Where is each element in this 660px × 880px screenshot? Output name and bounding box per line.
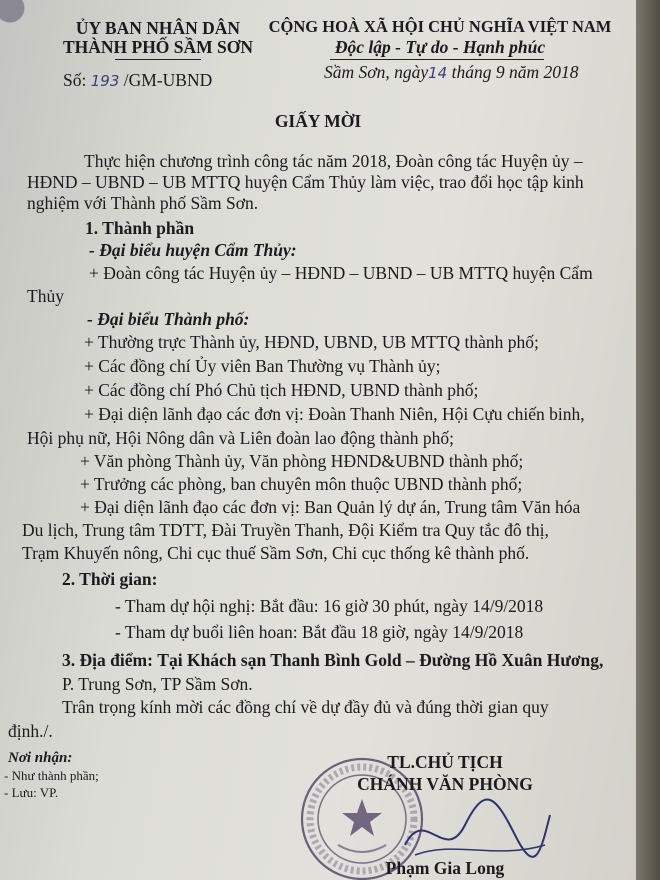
group1-title: - Đại biểu huyện Cẩm Thủy:: [89, 240, 297, 260]
nation-line1: CỘNG HOÀ XÃ HỘI CHỦ NGHĨA VIỆT NAM: [268, 17, 612, 36]
date-day-handwritten: 14: [428, 64, 448, 82]
group2-item: + Các đồng chí Phó Chủ tịch HĐND, UBND thành phố;: [84, 380, 479, 400]
org-name-line2: THÀNH PHỐ SẦM SƠN: [62, 37, 254, 57]
group1-item: + Đoàn công tác Huyện ủy – HĐND – UBND – UB MTTQ huyện Cẩm: [89, 263, 593, 283]
emblem-icon: [0, 0, 38, 30]
recipient-item: - Lưu: VP.: [4, 785, 59, 800]
recipients-title: Nơi nhận:: [8, 750, 73, 766]
group2-item: + Đại diện lãnh đạo các đơn vị: Đoàn Thanh Niên, Hội Cựu chiến binh,: [84, 404, 585, 424]
group2-title: - Đại biểu Thành phố:: [87, 309, 250, 329]
signer-name: Phạm Gia Long: [385, 858, 505, 878]
section2-item: - Tham dự buổi liên hoan: Bắt đầu 18 giờ, ngày 14/9/2018: [115, 622, 524, 642]
intro-line: nghiệm với Thành phố Sầm Sơn.: [27, 193, 259, 213]
ref-number-handwritten: 193: [90, 72, 120, 90]
group2-item: Du lịch, Trung tâm TDTT, Đài Truyền Thanh, Đội Kiểm tra Quy tắc đô thị,: [22, 520, 549, 540]
section3-line1: [62, 650, 603, 670]
signature-title: CHÁNH VĂN PHÒNG: [357, 774, 533, 794]
group1-item: Thủy: [27, 286, 64, 306]
group2-item: + Các đồng chí Ủy viên Ban Thường vụ Thành ủy;: [84, 356, 441, 376]
nation-motto: Độc lập - Tự do - Hạnh phúc: [334, 37, 546, 57]
section2-item: - Tham dự hội nghị: Bắt đầu: 16 giờ 30 phút, ngày 14/9/2018: [115, 596, 544, 616]
document-title: GIẤY MỜI: [274, 111, 362, 131]
motto-underline: [330, 59, 544, 60]
recipient-item: - Như thành phần;: [4, 768, 99, 783]
group2-item: + Đại diện lãnh đạo các đơn vị: Ban Quản lý dự án, Trung tâm Văn hóa: [80, 497, 581, 517]
group2-item: + Thường trực Thành ủy, HĐND, UBND, UB MTTQ thành phố;: [84, 332, 539, 352]
ref-prefix: Số:: [63, 70, 87, 90]
group2-item: + Văn phòng Thành ủy, Văn phòng HĐND&UBND thành phố;: [80, 451, 524, 471]
section3-line2: P. Trung Sơn, TP Sầm Sơn.: [62, 674, 253, 694]
ref-suffix: /GM-UBND: [123, 70, 213, 90]
date-prefix: Sầm Sơn, ngày: [324, 62, 429, 82]
date-line: [324, 62, 578, 83]
section2-heading: 2. Thời gian:: [62, 569, 158, 589]
section1-heading: 1. Thành phần: [85, 218, 195, 238]
closing-line: định./.: [8, 721, 53, 741]
intro-line: HĐND – UBND – UB MTTQ huyện Cẩm Thủy làm việc, trao đổi học tập kinh: [27, 172, 584, 192]
closing-line: Trân trọng kính mời các đồng chí về dự đầy đủ và đúng thời gian quy: [62, 697, 549, 717]
group2-item: Trạm Khuyến nông, Chi cục thuế Sầm Sơn, Chi cục thống kê thành phố.: [22, 543, 530, 563]
date-suffix: tháng 9 năm 2018: [451, 62, 579, 82]
group2-item: + Trưởng các phòng, ban chuyên môn thuộc UBND thành phố;: [80, 474, 523, 494]
section3-heading: 3. Địa điểm:: [62, 650, 153, 670]
org-name-line1: ỦY BAN NHÂN DÂN: [75, 18, 241, 38]
page-edge-shadow: [636, 0, 660, 880]
section3-address: Tại Khách sạn Thanh Bình Gold – Đường Hồ Xuân Hương,: [157, 650, 604, 670]
intro-line: Thực hiện chương trình công tác năm 2018, Đoàn công tác Huyện ủy –: [84, 151, 583, 171]
ref-number-line: [63, 70, 212, 91]
org-underline: [115, 59, 201, 60]
signature-authority: TL.CHỦ TỊCH: [387, 752, 503, 772]
group2-item: Hội phụ nữ, Hội Nông dân và Liên đoàn lao động thành phố;: [27, 428, 454, 448]
